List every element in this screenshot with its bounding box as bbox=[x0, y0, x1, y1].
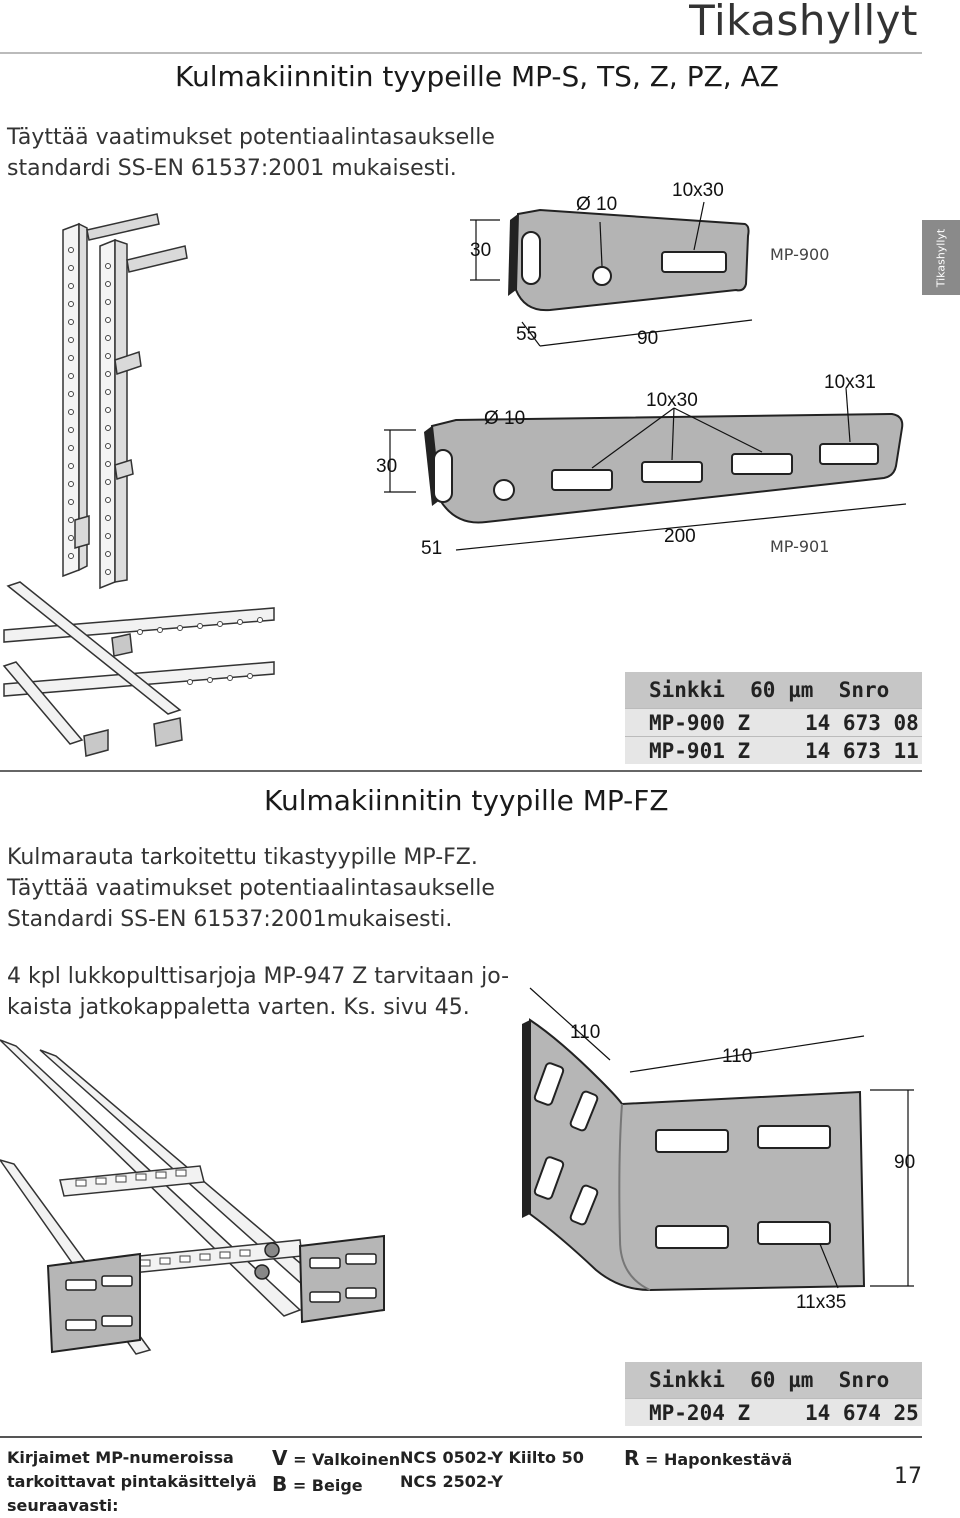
mp900-model-label: MP-900 bbox=[770, 245, 830, 264]
mp900-bracket-drawing bbox=[470, 180, 770, 360]
footer-intro-line: Kirjaimet MP-numeroissa bbox=[7, 1448, 234, 1467]
code-letter-v: V bbox=[272, 1446, 288, 1470]
mp901-slot2-dim: 10x31 bbox=[824, 372, 876, 393]
mp901-slot1-dim: 10x30 bbox=[646, 390, 698, 411]
footer-color-codes bbox=[272, 1446, 400, 1498]
footer-intro-line: tarkoittavat pintakäsittelyä bbox=[7, 1472, 257, 1491]
table-header-row bbox=[625, 672, 922, 709]
table-cell: MP-204 Z 14 674 25 bbox=[625, 1399, 922, 1427]
mp901-left-dim: 51 bbox=[421, 538, 443, 559]
header-rule bbox=[0, 52, 922, 54]
page-number: 17 bbox=[894, 1464, 922, 1489]
ladder-splice-illustration bbox=[0, 1040, 400, 1360]
mp204-slot-dim: 11x35 bbox=[796, 1292, 847, 1313]
table-header-cell: Sinkki 60 µm Snro bbox=[625, 1362, 922, 1399]
section2-rule bbox=[0, 770, 922, 772]
side-tab-label: Tikashyllyt bbox=[934, 228, 948, 287]
product-table-1 bbox=[625, 672, 922, 764]
table-cell: MP-901 Z 14 673 11 bbox=[625, 737, 922, 765]
section2-heading: Kulmakiinnitin tyypille MP-FZ bbox=[264, 784, 669, 817]
table-row bbox=[625, 737, 922, 765]
section2-text-line: Standardi SS-EN 61537:2001mukaisesti. bbox=[7, 907, 453, 932]
section2-text bbox=[7, 842, 509, 1023]
footer-intro-line: seuraavasti: bbox=[7, 1496, 119, 1515]
footer-legend-intro bbox=[7, 1446, 257, 1518]
mp900-left-dim: 55 bbox=[516, 324, 538, 345]
mp901-length-dim: 200 bbox=[664, 526, 696, 547]
mp204-bracket-drawing bbox=[500, 980, 920, 1320]
footer-ncs-codes bbox=[400, 1446, 584, 1494]
side-tab bbox=[922, 220, 960, 295]
mp901-hole-dim: Ø 10 bbox=[484, 408, 526, 429]
table-cell: MP-900 Z 14 673 08 bbox=[625, 709, 922, 737]
ncs-code-b: NCS 2502-Y bbox=[400, 1472, 503, 1491]
ladder-rail-illustration bbox=[55, 210, 205, 590]
table-header-cell: Sinkki 60 µm Snro bbox=[625, 672, 922, 709]
mp204-height-dim: 90 bbox=[894, 1152, 916, 1173]
section1-text-line: Täyttää vaatimukset potentiaalintasaukselle bbox=[7, 125, 495, 150]
page-header-title: Tikashyllyt bbox=[689, 0, 918, 45]
mp900-height-dim: 30 bbox=[470, 240, 492, 261]
table-header-row bbox=[625, 1362, 922, 1399]
mp900-hole-dim: Ø 10 bbox=[576, 194, 618, 215]
section2-text-line: kaista jatkokappaletta varten. Ks. sivu 45. bbox=[7, 995, 470, 1020]
section2-text-line: 4 kpl lukkopulttisarjoja MP-947 Z tarvitaan jo- bbox=[7, 964, 510, 989]
code-letter-b: B bbox=[272, 1472, 288, 1496]
code-letter-r: R bbox=[624, 1446, 640, 1470]
ncs-code-v: NCS 0502-Y Kiilto 50 bbox=[400, 1448, 584, 1467]
section1-text bbox=[7, 122, 495, 184]
mp900-length-dim: 90 bbox=[637, 328, 659, 349]
ladder-horizontal-illustration bbox=[0, 580, 280, 760]
section1-heading: Kulmakiinnitin tyypeille MP-S, TS, Z, PZ, AZ bbox=[175, 60, 779, 93]
section2-text-line: Täyttää vaatimukset potentiaalintasaukselle bbox=[7, 876, 495, 901]
product-table-2 bbox=[625, 1362, 922, 1426]
table-row bbox=[625, 709, 922, 737]
section2-text-line: Kulmarauta tarkoitettu tikastyypille MP-FZ. bbox=[7, 845, 478, 870]
code-label-b: = Beige bbox=[292, 1476, 363, 1495]
mp204-width1-dim: 110 bbox=[570, 1022, 601, 1043]
code-label-v: = Valkoinen bbox=[293, 1450, 401, 1469]
footer-rule bbox=[0, 1436, 922, 1438]
table-row bbox=[625, 1399, 922, 1427]
mp204-width2-dim: 110 bbox=[722, 1046, 753, 1067]
footer-code-r bbox=[624, 1446, 792, 1472]
mp901-model-label: MP-901 bbox=[770, 537, 830, 556]
mp901-height-dim: 30 bbox=[376, 456, 398, 477]
section1-text-line: standardi SS-EN 61537:2001 mukaisesti. bbox=[7, 156, 457, 181]
code-label-r: = Haponkestävä bbox=[644, 1450, 793, 1469]
mp900-slot-dim: 10x30 bbox=[672, 180, 724, 201]
